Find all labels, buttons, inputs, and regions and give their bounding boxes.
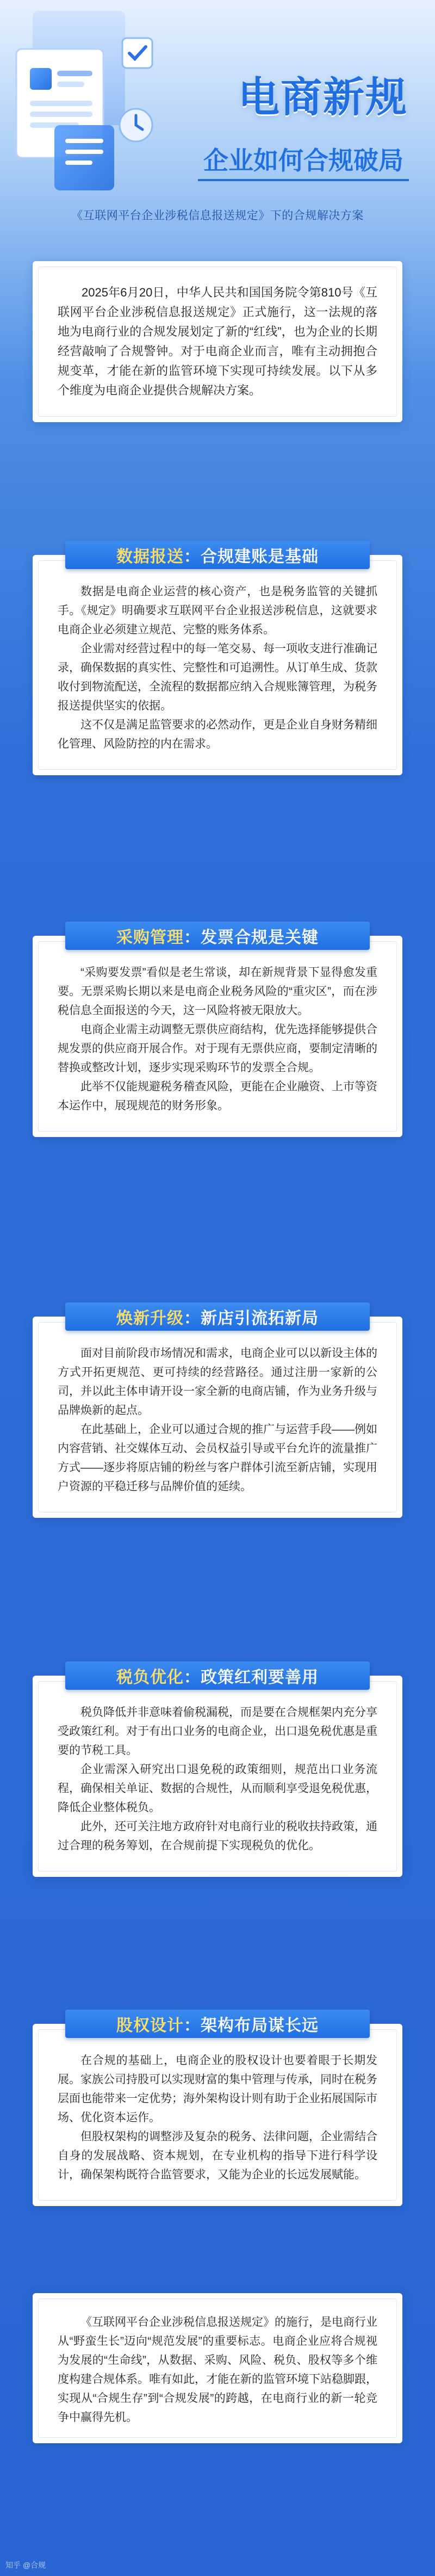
- section-title-suffix: ：合规建账是基础: [184, 548, 319, 566]
- watermark: 知乎 @合规: [5, 2561, 46, 2569]
- section-title-suffix: ：政策红利要善用: [184, 1669, 319, 1687]
- section-paragraph: 在此基础上，企业可以通过合规的推广与运营手段——例如内容营销、社交媒体互动、会员权益引导或平台允许的流量推广方式——逐步将原店铺的粉丝与客户群体引流至新店铺，实现用户资源的平稳迁移与品牌价值的延续。: [58, 1423, 377, 1493]
- section-header: [65, 922, 370, 950]
- section-paragraph: 面对目前阶段市场情况和需求，电商企业可以以新设主体的方式开拓更规范、更可持续的经营路径。通过注册一家新的公司，并以此主体申请开设一家全新的电商店铺，作为业务升级与品牌焕新的起点。: [58, 1347, 377, 1417]
- section-title-suffix: ：发票合规是关键: [184, 929, 319, 947]
- section-card-upgrade: [33, 1309, 402, 1518]
- section-title-prefix: 股权设计: [116, 2017, 184, 2035]
- section-title-prefix: 焕新升级: [116, 1309, 184, 1327]
- section-title-prefix: 数据报送: [116, 548, 184, 566]
- section-paragraph: 企业需深入研究出口退免税的政策细则，规范出口业务流程，确保相关单证、数据的合规性，从而顺利享受退免税优惠，降低企业整体税负。: [58, 1763, 377, 1814]
- section-card-tax-optimization: [33, 1669, 402, 1877]
- conclusion-paragraph: 《互联网平台企业涉税信息报送规定》的施行，是电商行业从“野蛮生长”迈向“规范发展”的重要标志。电商企业应将合规视为发展的“生命线”，从数据、采购、风险、税负、股权等多个维度构建合规体系。唯有如此，才能在新的监管环境下站稳脚跟，实现从“合规生存”到“合规发展”的跨越，在电商行业的新一轮竞争中赢得先机。: [58, 2316, 377, 2424]
- section-header: [65, 541, 370, 569]
- section-title-suffix: ：架构布局谋长远: [184, 2017, 319, 2035]
- section-paragraph: 这不仅是满足监管要求的必然动作，更是企业自身财务精细化管理、风险防控的内在需求。: [58, 719, 377, 750]
- section-paragraph: 企业需对经营过程中的每一笔交易、每一项收支进行准确记录，确保数据的真实性、完整性和可追溯性。从订单生成、货款收付到物流配送，全流程的数据都应纳入合规账簿管理，为税务报送提供坚实的依据。: [58, 643, 377, 712]
- section-title-prefix: 税负优化: [116, 1669, 184, 1687]
- intro-card: [33, 261, 402, 422]
- section-paragraph: 此举不仅能规避税务稽查风险，更能在企业融资、上市等资本运作中，展现规范的财务形象。: [58, 1080, 377, 1112]
- section-paragraph: 在合规的基础上，电商企业的股权设计也要着眼于长期发展。家族公司持股可以实现财富的集中管理与传承，同时在税务层面也能带来一定优势；海外架构设计则有助于企业拓展国际市场、优化资本运作。: [58, 2054, 377, 2124]
- page-caption: 《互联网平台企业涉税信息报送规定》下的合规解决方案: [71, 209, 364, 222]
- section-paragraph: 税负降低并非意味着偷税漏税，而是要在合规框架内充分享受政策红利。对于有出口业务的电商企业，出口退免税优惠是重要的节税工具。: [58, 1706, 377, 1757]
- section-paragraph: 但股权架构的调整涉及复杂的税务、法律问题，企业需结合自身的发展战略、资本规划，在专业机构的指导下进行科学设计，确保架构既符合监管要求，又能为企业的长远发展赋能。: [58, 2130, 377, 2181]
- section-paragraph: 此外，还可关注地方政府针对电商行业的税收扶持政策，通过合理的税务筹划，在合规前提下实现税负的优化。: [58, 1820, 377, 1852]
- section-header: [65, 2010, 370, 2038]
- intro-paragraph: 2025年6月20日，中华人民共和国国务院令第810号《互联网平台企业涉税信息报送规定》正式施行，这一法规的落地为电商行业的合规发展划定了新的“红线”，也为企业的长期经营敲响了合规警钟。对于电商企业而言，唯有主动拥抱合规变革，才能在新的监管环境下实现可持续发展。以下从多个维度为电商企业提供合规解决方案。: [58, 286, 377, 397]
- conclusion-card: [33, 2293, 402, 2443]
- section-card-data-reporting: [33, 548, 402, 775]
- section-title-suffix: ：新店引流拓新局: [184, 1309, 319, 1327]
- section-header: [65, 1302, 370, 1331]
- section-card-equity-design: [33, 2017, 402, 2206]
- document-illustration-icon: [0, 0, 179, 201]
- hero-banner: [0, 0, 435, 272]
- section-paragraph: 电商企业需主动调整无票供应商结构，优先选择能够提供合规发票的供应商开展合作。对于现有无票供应商，要制定清晰的替换或整改计划，逐步实现采购环节的发票全合规。: [58, 1023, 377, 1074]
- page-subtitle: 企业如何合规破局: [198, 139, 409, 181]
- section-title-prefix: 采购管理: [116, 929, 184, 947]
- section-header: [65, 1661, 370, 1690]
- section-paragraph: “采购要发票”看似是老生常谈，却在新规背景下显得愈发重要。无票采购长期以来是电商企业税务风险的“重灾区”，而在涉税信息全面报送的今天，这一风险将被无限放大。: [58, 966, 377, 1017]
- page-title: 电商新规: [238, 73, 408, 121]
- section-paragraph: 数据是电商企业运营的核心资产，也是税务监管的关键抓手。《规定》明确要求互联网平台企业报送涉税信息，这就要求电商企业必须建立规范、完整的账务体系。: [58, 585, 377, 636]
- section-card-procurement: [33, 929, 402, 1137]
